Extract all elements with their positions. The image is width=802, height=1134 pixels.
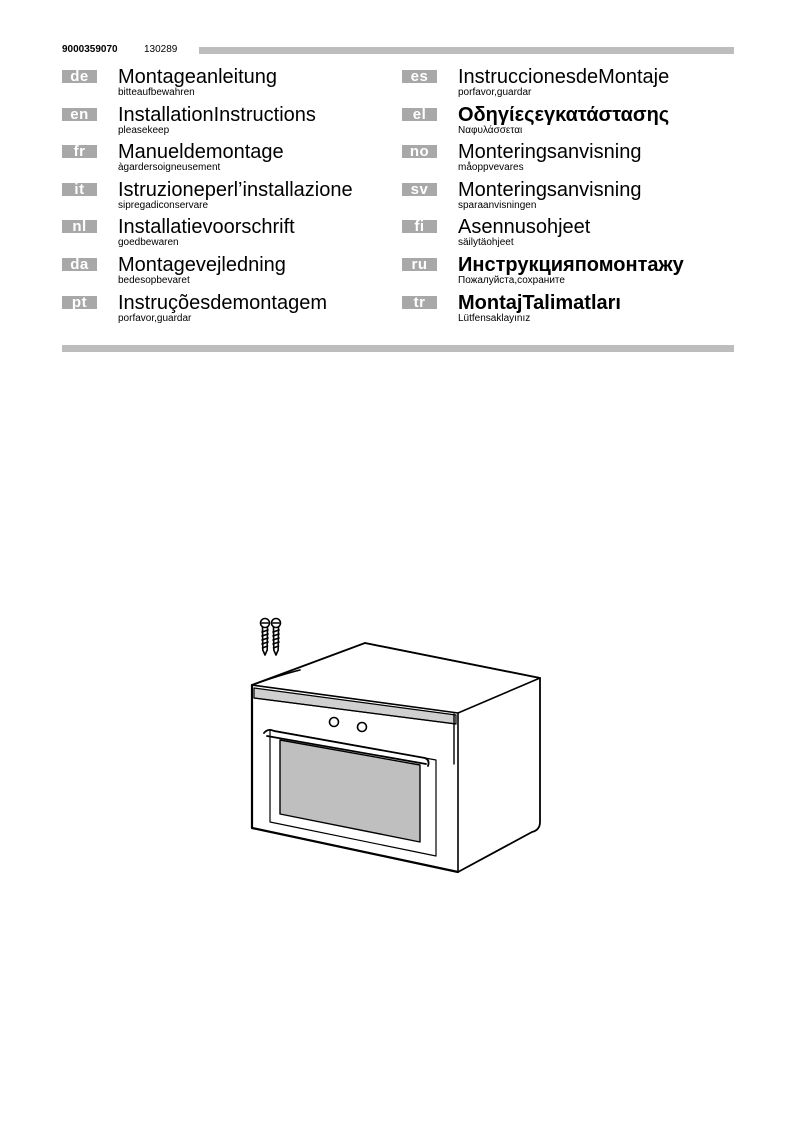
language-subtitle: bedesopbevaret — [118, 274, 190, 286]
language-badge: nl — [62, 220, 97, 233]
language-subtitle: Lütfensaklayınız — [458, 312, 531, 324]
document-header — [62, 44, 734, 56]
language-badge: tr — [402, 296, 437, 309]
language-title: InstruccionesdeMontaje — [458, 66, 670, 88]
language-subtitle: porfavor,guardar — [118, 312, 192, 324]
language-title: Monteringsanvisning — [458, 141, 642, 164]
language-badge: pt — [62, 296, 97, 309]
language-badge: en — [62, 108, 97, 121]
language-title: Manueldemontage — [118, 141, 284, 164]
language-subtitle: sipregadiconservare — [118, 199, 209, 211]
language-subtitle: sparaanvisningen — [458, 199, 537, 211]
language-entry-ru — [402, 254, 742, 292]
language-title: Инструкцияпомонтажу — [458, 253, 684, 276]
document-date-code: 130289 — [144, 44, 178, 55]
bottom-rule — [62, 345, 734, 352]
language-title: Istruzioneperl’installazione — [118, 178, 353, 201]
language-list-left — [62, 66, 402, 329]
language-title: Asennusohjeet — [458, 216, 591, 239]
built-in-oven-illustration — [240, 610, 570, 890]
language-title: Οδηγίεςεγκατάστασης — [458, 103, 670, 126]
language-badge: da — [62, 258, 97, 271]
language-entry-de — [62, 66, 402, 104]
language-title: Montagevejledning — [118, 253, 286, 276]
language-entry-it — [62, 179, 402, 217]
language-badge: ru — [402, 258, 437, 271]
language-subtitle: pleasekeep — [118, 124, 170, 136]
language-entry-nl — [62, 216, 402, 254]
screws-icon — [261, 619, 281, 656]
language-title: Montageanleitung — [118, 66, 278, 88]
language-entry-pt — [62, 292, 402, 330]
language-entry-sv — [402, 179, 742, 217]
language-title: MontajTalimatları — [458, 291, 621, 314]
language-subtitle: Ναφυλάσσεται — [458, 124, 523, 136]
language-entry-da — [62, 254, 402, 292]
document-number: 9000359070 — [62, 44, 118, 55]
language-badge: fr — [62, 145, 97, 158]
language-subtitle: Пожалуйста,сохраните — [458, 274, 565, 286]
language-badge: it — [62, 183, 97, 196]
language-subtitle: säilytäohjeet — [458, 237, 514, 249]
language-subtitle: goedbewaren — [118, 237, 179, 249]
language-title: Instruçõesdemontagem — [118, 291, 328, 314]
language-entry-en — [62, 104, 402, 142]
language-badge: no — [402, 145, 437, 158]
language-title: InstallationInstructions — [118, 103, 316, 126]
language-title: Installatievoorschrift — [118, 216, 295, 239]
language-title: Monteringsanvisning — [458, 178, 642, 201]
language-subtitle: porfavor,guardar — [458, 87, 532, 98]
language-entry-no — [402, 141, 742, 179]
language-entry-fi — [402, 216, 742, 254]
language-badge: es — [402, 70, 437, 83]
top-rule — [199, 47, 734, 54]
language-entry-el — [402, 104, 742, 142]
language-badge: fi — [402, 220, 437, 233]
language-entry-fr — [62, 141, 402, 179]
language-list-right — [402, 66, 742, 329]
language-subtitle: bitteaufbewahren — [118, 87, 195, 98]
language-entry-es — [402, 66, 742, 104]
language-badge: de — [62, 70, 97, 83]
language-badge: sv — [402, 183, 437, 196]
language-subtitle: måoppvevares — [458, 162, 524, 174]
language-badge: el — [402, 108, 437, 121]
language-entry-tr — [402, 292, 742, 330]
language-subtitle: àgardersoigneusement — [118, 162, 221, 174]
